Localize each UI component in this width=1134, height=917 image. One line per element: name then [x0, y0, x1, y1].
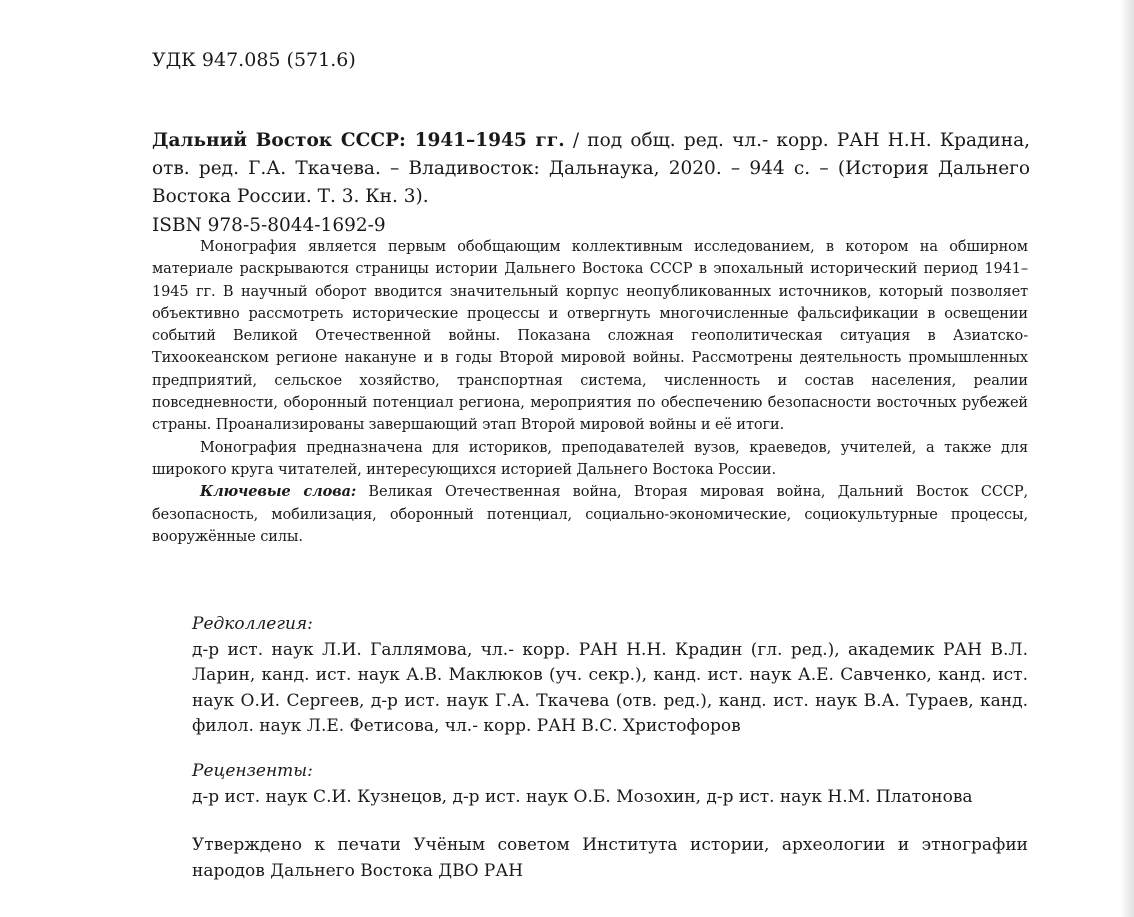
annotation-paragraph: Монография предназначена для историков, преподавателей вузов, краеведов, учителей, а также для широкого круга читателей, интересующихся историей Дальнего Востока России. [152, 439, 1028, 478]
annotation-paragraph: Монография является первым обобщающим коллективным исследованием, в котором на обширном материале раскрываются страницы истории Дальнего Востока СССР в эпохальный исторический период 1941–1945 гг. В научный оборот вводится значительный корпус неопубликованных источников, который позволяет объективно рассмотреть исторические процессы и отвергнуть многочисленные фальсификации в освещении событий Великой Отечественной войны. Показана сложная геополитическая ситуация в Азиатско-Тихоокеанском регионе накануне и в годы Второй мировой войны. Рассмотрены деятельность промышленных предприятий, сельское хозяйство, транспортная система, численность и состав населения, реалии повседневности, оборонный потенциал региона, мероприятия по обеспечению безопасности восточных рубежей страны. Проанализированы завершающий этап Второй мировой войны и её итоги. [152, 239, 1028, 434]
editorial-board [192, 612, 1028, 740]
editorial-board-heading: Редколлегия: [192, 614, 313, 634]
reviewers-heading: Рецензенты: [192, 761, 313, 781]
approval-note: Утверждено к печати Учёным советом Института истории, археологии и этнографии народов Дальнего Востока ДВО РАН [192, 835, 1028, 881]
isbn: ISBN 978-5-8044-1692-9 [152, 215, 386, 236]
book-title: Дальний Восток СССР: 1941–1945 гг. [152, 130, 565, 151]
bibliographic-citation [152, 127, 1030, 211]
page-edge-shadow [1120, 0, 1134, 917]
editorial-board-members: д-р ист. наук Л.И. Галлямова, чл.- корр. РАН Н.Н. Крадин (гл. ред.), академик РАН В.Л. Ларин, канд. ист. наук А.В. Маклюков (уч. секр.), канд. ист. наук А.Е. Савченко, канд. ист. наук О.И. Сергеев, д-р ист. наук Г.А. Ткачева (отв. ред.), канд. ист. наук В.А. Тураев, канд. филол. наук Л.Е. Фетисова, чл.- корр. РАН В.С. Христофоров [192, 639, 1028, 736]
keywords-label: Ключевые слова: [200, 483, 357, 501]
keywords-paragraph [152, 481, 1028, 548]
keywords-text: Великая Отечественная война, Вторая мировая война, Дальний Восток СССР, безопасность, мобилизация, оборонный потенциал, социально-экономические, социокультурные процессы, вооружённые силы. [152, 484, 1028, 545]
udk-code: УДК 947.085 (571.6) [152, 49, 356, 71]
annotation [152, 236, 1028, 548]
reviewers [192, 759, 1028, 810]
reviewers-names: д-р ист. наук С.И. Кузнецов, д-р ист. наук О.Б. Мозохин, д-р ист. наук Н.М. Платонова [192, 786, 973, 807]
citation-details: / под общ. ред. чл.- корр. РАН Н.Н. Крадина, отв. ред. Г.А. Ткачева. – Владивосток: Дальнаука, 2020. – 944 с. – (История Дальнего Востока России. Т. 3. Кн. 3). [152, 130, 1030, 207]
